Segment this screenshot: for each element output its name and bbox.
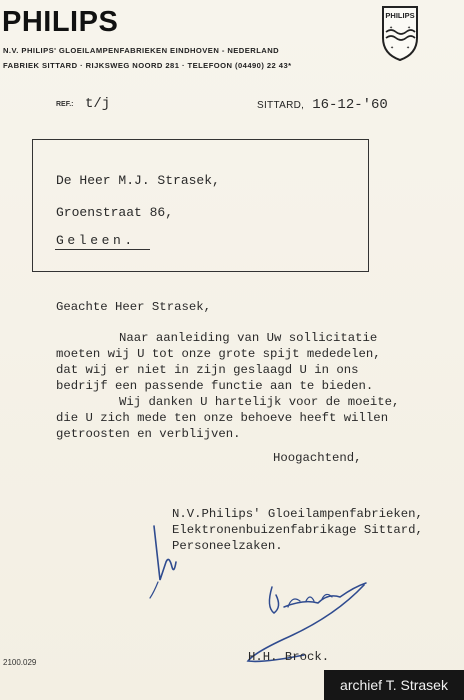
- address-line: FABRIEK SITTARD · RIJKSWEG NOORD 281 · TELEFOON (04490) 22 43*: [3, 61, 292, 70]
- place-text: SITTARD,: [257, 100, 305, 111]
- body-line: Naar aanleiding van Uw sollicitatie: [119, 331, 378, 345]
- handwritten-initials: [138, 522, 188, 602]
- archive-watermark: archief T. Strasek: [324, 670, 464, 700]
- form-code: 2100.029: [3, 658, 37, 667]
- recipient-street: Groenstraat 86,: [56, 205, 174, 220]
- body-line: die U zich mede ten onze behoeve heeft willen: [56, 411, 389, 425]
- recipient-city: Geleen.: [56, 233, 136, 248]
- svg-text:✦: ✦: [407, 24, 411, 31]
- shield-brand-text: PHILIPS: [385, 11, 415, 20]
- sender-company: N.V.Philips' Gloeilampenfabrieken,: [172, 507, 423, 521]
- recipient-name: De Heer M.J. Strasek,: [56, 173, 220, 188]
- sender-division: Elektronenbuizenfabrikage Sittard,: [172, 523, 423, 537]
- body-line: dat wij er niet in zijn geslaagd U in ons: [56, 363, 359, 377]
- salutation: Geachte Heer Strasek,: [56, 300, 211, 314]
- city-underline: [55, 249, 150, 250]
- sender-department: Personeelzaken.: [172, 539, 283, 553]
- svg-text:✦: ✦: [390, 44, 394, 51]
- date-text: 16-12-'60: [312, 97, 388, 113]
- body-line: bedrijf een passende functie aan te bieden.: [56, 379, 374, 393]
- reference-value: t/j: [85, 96, 111, 112]
- body-line: Wij danken U hartelijk voor de moeite,: [119, 395, 400, 409]
- svg-text:✦: ✦: [406, 44, 410, 51]
- body-line: getroosten en verblijven.: [56, 427, 241, 441]
- place-date: [257, 97, 388, 113]
- company-line: N.V. PHILIPS' GLOEILAMPENFABRIEKEN EINDHOVEN - NEDERLAND: [3, 46, 280, 55]
- closing: Hoogachtend,: [273, 451, 362, 465]
- brand-logo-text: PHILIPS: [2, 6, 119, 38]
- body-line: moeten wij U tot onze grote spijt mededelen,: [56, 347, 381, 361]
- reference-label: REF.:: [56, 101, 74, 108]
- svg-text:✦: ✦: [389, 24, 393, 31]
- philips-shield-icon: [380, 4, 420, 62]
- signer-name: H.H. Brock.: [248, 650, 330, 664]
